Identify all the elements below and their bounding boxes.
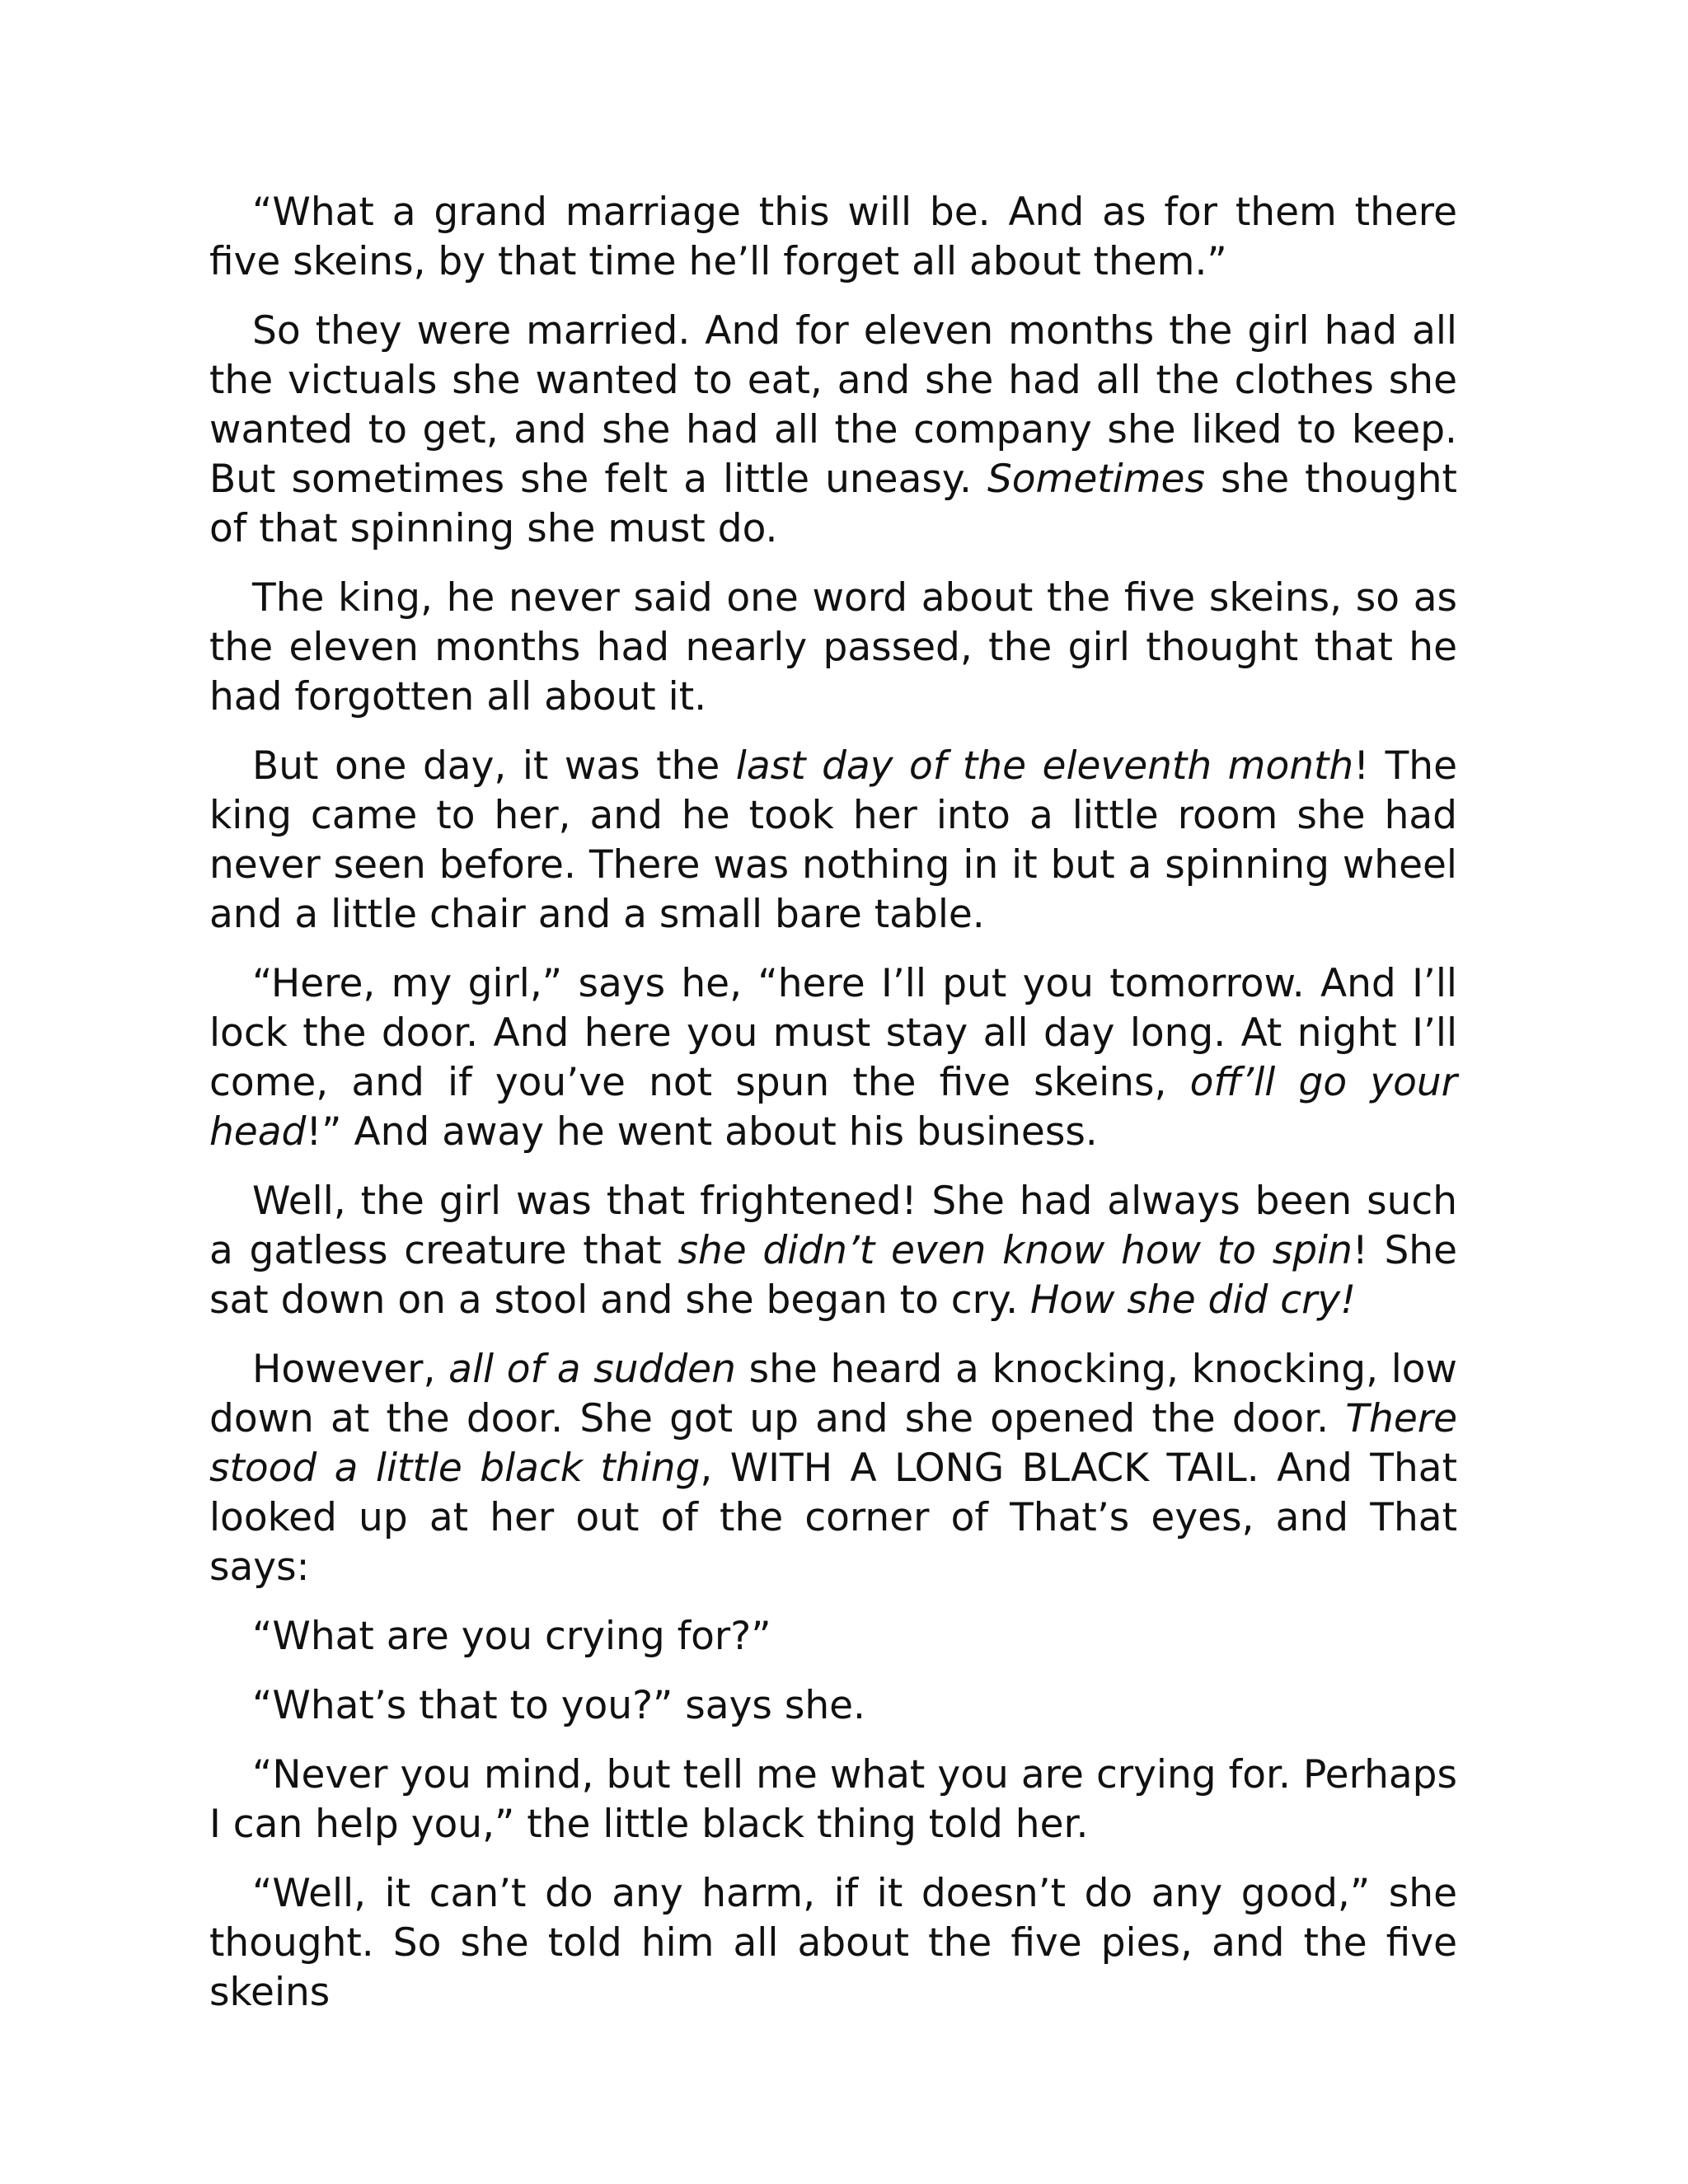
document-page (209, 188, 1457, 2018)
paragraph-text: So they were married. And for eleven months the girl had all the victuals she wanted to eat, and she had all the clothes she wanted to get, and she had all the company she liked to keep. But sometimes she felt a little uneasy. (209, 308, 1457, 502)
paragraph-text: “What a grand marriage this will be. And as for them there five skeins, by that time he’ll forget all about them.” (209, 190, 1457, 284)
paragraph-8 (209, 1612, 1457, 1661)
paragraph-text: “What’s that to you?” says she. (252, 1683, 865, 1728)
paragraph-text: !” And away he went about his business. (306, 1109, 1098, 1155)
paragraph-text: she heard a knocking, knocking, low down at the door. She got up and she opened the door. (209, 1347, 1457, 1441)
italic-text: off’ll go your head (209, 1060, 1457, 1155)
paragraph-10 (209, 1750, 1457, 1849)
italic-text: all of a sudden (448, 1347, 736, 1392)
paragraph-11 (209, 1869, 1457, 2018)
paragraph-3 (209, 574, 1457, 722)
paragraph-9 (209, 1681, 1457, 1731)
paragraph-4 (209, 742, 1457, 940)
paragraph-2 (209, 307, 1457, 554)
italic-text: last day of the eleventh month (735, 743, 1354, 789)
paragraph-text: ! She sat down on a stool and she began to cry. (209, 1228, 1457, 1323)
paragraph-text: But one day, it was the (252, 743, 736, 789)
paragraph-6 (209, 1177, 1457, 1325)
paragraph-text: “Here, my girl,” says he, “here I’ll put you tomorrow. And I’ll lock the door. And here you must stay all day long. At night I’ll come, and if you’ve not spun the five skeins, (209, 961, 1457, 1105)
paragraph-1 (209, 188, 1457, 287)
italic-text: How she did cry! (1029, 1277, 1357, 1323)
italic-text: Sometimes (987, 457, 1205, 502)
paragraph-text: ! The king came to her, and he took her into a little room she had never seen before. There was nothing in it but a spinning wheel and a little chair and a small bare table. (209, 743, 1457, 937)
paragraph-text: “Never you mind, but tell me what you are crying for. Perhaps I can help you,” the little black thing told her. (209, 1752, 1457, 1847)
paragraph-text: she thought of that spinning she must do. (209, 457, 1457, 551)
paragraph-text: Well, the girl was that frightened! She had always been such a gatless creature that (209, 1179, 1457, 1273)
paragraph-7 (209, 1345, 1457, 1592)
paragraph-text: “Well, it can’t do any harm, if it doesn’t do any good,” she thought. So she told him all about the five pies, and the five skeins (209, 1871, 1457, 2015)
italic-text: There stood a little black thing (209, 1396, 1457, 1491)
paragraph-text: The king, he never said one word about the five skeins, so as the eleven months had nearly passed, the girl thought that he had forgotten all about it. (209, 575, 1457, 719)
paragraph-text: , WITH A LONG BLACK TAIL. And That looked up at her out of the corner of That’s eyes, and That says: (209, 1446, 1458, 1590)
italic-text: she didn’t even know how to spin (678, 1228, 1353, 1273)
paragraph-text: “What are you crying for?” (252, 1614, 771, 1659)
paragraph-text: However, (252, 1347, 449, 1392)
paragraph-5 (209, 959, 1457, 1157)
